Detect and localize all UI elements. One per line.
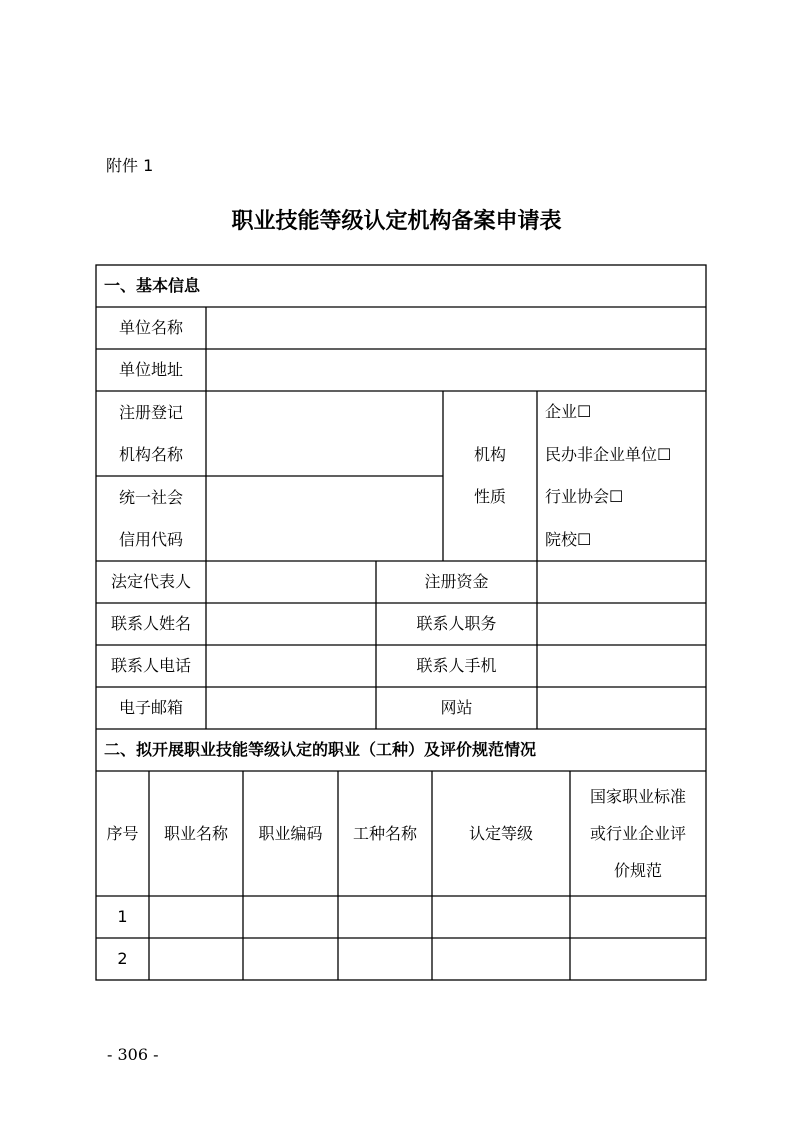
legal-rep-field[interactable]	[206, 561, 376, 603]
option-industry-association-checkbox[interactable]: 行业协会☐	[545, 487, 624, 506]
org-nature-label: 机构 性质	[473, 445, 506, 506]
registered-capital-field[interactable]	[537, 561, 706, 603]
credit-code-field[interactable]	[206, 476, 443, 561]
credit-code-label: 统一社会 信用代码	[118, 487, 183, 549]
section-occupation-heading: 二、拟开展职业技能等级认定的职业（工种）及评价规范情况	[104, 740, 537, 759]
page-number: - 306 -	[107, 1045, 159, 1064]
form-title: 职业技能等级认定机构备案申请表	[231, 209, 562, 234]
contact-title-field[interactable]	[537, 603, 706, 645]
unit-address-label: 单位地址	[118, 360, 183, 379]
table-row[interactable]	[149, 896, 706, 938]
contact-title-label: 联系人职务	[416, 614, 497, 633]
option-college-checkbox[interactable]: 院校☐	[545, 529, 592, 549]
registration-org-label: 注册登记 机构名称	[118, 402, 183, 464]
col-header-standard: 国家职业标准 或行业企业评 价规范	[589, 787, 686, 880]
option-private-nonenterprise-checkbox[interactable]: 民办非企业单位☐	[545, 444, 672, 464]
contact-name-field[interactable]	[206, 603, 376, 645]
section-basic-info-heading: 一、基本信息	[104, 276, 201, 295]
col-header-occupation-code: 职业编码	[258, 823, 323, 843]
website-label: 网站	[440, 698, 473, 717]
attachment-label: 附件 1	[106, 156, 154, 175]
contact-phone-label: 联系人电话	[110, 656, 191, 675]
table-row-serial: 2	[117, 949, 128, 968]
contact-phone-field[interactable]	[206, 645, 376, 687]
col-header-certification-level: 认定等级	[468, 823, 533, 843]
col-header-job-type-name: 工种名称	[352, 823, 417, 843]
email-field[interactable]	[206, 687, 376, 729]
registration-org-field[interactable]	[206, 391, 443, 476]
org-nature-options	[537, 391, 706, 561]
table-row-serial: 1	[117, 907, 128, 926]
table-row[interactable]	[149, 938, 706, 980]
contact-name-label: 联系人姓名	[110, 614, 191, 633]
unit-name-label: 单位名称	[118, 318, 183, 337]
website-field[interactable]	[537, 687, 706, 729]
email-label: 电子邮箱	[118, 698, 183, 717]
unit-name-field[interactable]	[206, 307, 706, 349]
contact-mobile-field[interactable]	[537, 645, 706, 687]
col-header-serial: 序号	[106, 823, 139, 843]
unit-address-field[interactable]	[206, 349, 706, 391]
contact-mobile-label: 联系人手机	[416, 656, 497, 675]
legal-rep-label: 法定代表人	[110, 572, 191, 591]
registered-capital-label: 注册资金	[424, 572, 489, 591]
option-enterprise-checkbox[interactable]: 企业☐	[545, 402, 592, 421]
col-header-occupation-name: 职业名称	[163, 823, 228, 843]
